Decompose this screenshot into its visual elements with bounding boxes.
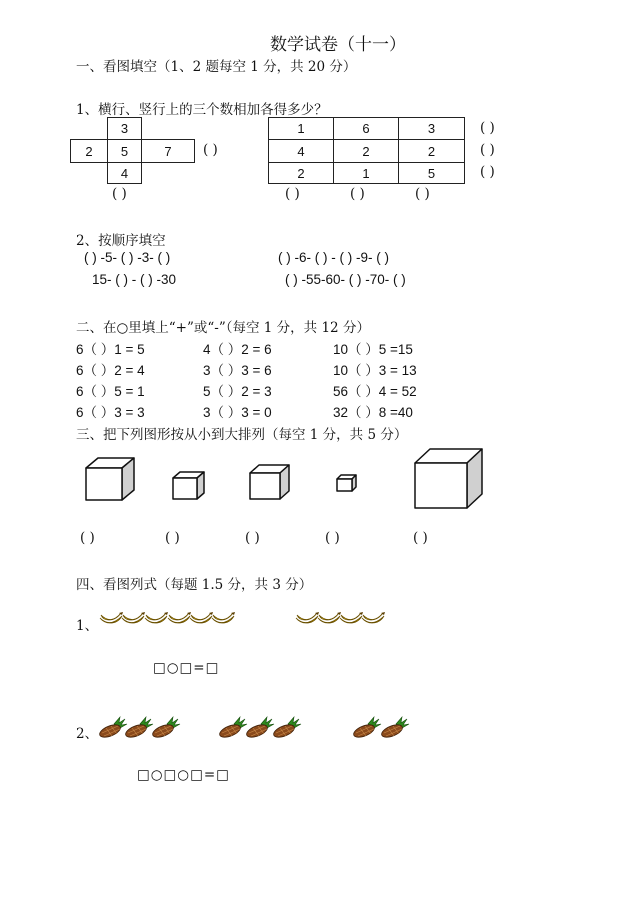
pineapple-group-1 [98, 717, 180, 740]
pineapple-icon [98, 717, 127, 740]
row-blank[interactable]: ( ) [480, 120, 495, 136]
equation[interactable]: 6（ ）3 = 3 [76, 405, 145, 420]
grid-cell: 1 [268, 117, 334, 140]
cross-bottom-cell: 4 [107, 162, 142, 184]
cross-col-blank[interactable]: ( ) [112, 186, 127, 202]
sequence-1a[interactable]: ( ) -5- ( ) -3- ( ) [84, 250, 171, 265]
grid-cell: 2 [398, 139, 465, 163]
order-blank[interactable]: ( ) [413, 530, 428, 546]
sequence-2b[interactable]: ( ) -55-60- ( ) -70- ( ) [285, 272, 406, 287]
row-blank[interactable]: ( ) [480, 164, 495, 180]
sequence-1b[interactable]: ( ) -6- ( ) - ( ) -9- ( ) [278, 250, 389, 265]
pineapple-icon [245, 717, 274, 740]
q2-formula[interactable]: □○□○□=□ [137, 767, 230, 783]
cross-row-blank[interactable]: ( ) [203, 142, 218, 158]
pineapple-icon [151, 717, 180, 740]
equation[interactable]: 5（ ）2 = 3 [203, 384, 272, 399]
grid-cell: 6 [333, 117, 399, 140]
section1-heading: 一、看图填空（1、2 题每空 1 分，共 20 分） [76, 59, 357, 75]
cross-left-cell: 2 [70, 139, 108, 163]
pineapple-group-2 [218, 717, 301, 740]
cross-center-cell: 5 [107, 139, 142, 163]
row-blank[interactable]: ( ) [480, 142, 495, 158]
cross-right-cell: 7 [141, 139, 195, 163]
col-blank[interactable]: ( ) [285, 186, 300, 202]
order-blank[interactable]: ( ) [165, 530, 180, 546]
equation[interactable]: 56（ ）4 = 52 [333, 384, 417, 399]
equation[interactable]: 6（ ）5 = 1 [76, 384, 145, 399]
equation[interactable]: 3（ ）3 = 0 [203, 405, 272, 420]
equation[interactable]: 10（ ）5 =15 [333, 342, 413, 357]
equation[interactable]: 3（ ）3 = 6 [203, 363, 272, 378]
pineapple-icon [272, 717, 301, 740]
grid-cell: 4 [268, 139, 334, 163]
q2-label: 2、按顺序填空 [76, 233, 166, 249]
q1-formula[interactable]: □○□=□ [153, 660, 220, 676]
grid-cell: 1 [333, 162, 399, 184]
cross-top-cell: 3 [107, 117, 142, 140]
q2-label-4: 2、 [76, 726, 99, 742]
grid-cell: 5 [398, 162, 465, 184]
order-blank[interactable]: ( ) [80, 530, 95, 546]
equation[interactable]: 10（ ）3 = 13 [333, 363, 417, 378]
q1-label: 1、横行、竖行上的三个数相加各得多少？ [76, 102, 328, 118]
grid-cell: 2 [268, 162, 334, 184]
page-title: 数学试卷（十一） [270, 35, 406, 55]
equation[interactable]: 6（ ）2 = 4 [76, 363, 145, 378]
q1-label-4: 1、 [76, 618, 99, 634]
pineapple-icon [218, 717, 247, 740]
pineapple-icon [352, 717, 381, 740]
equation[interactable]: 6（ ）1 = 5 [76, 342, 145, 357]
col-blank[interactable]: ( ) [415, 186, 430, 202]
col-blank[interactable]: ( ) [350, 186, 365, 202]
order-blank[interactable]: ( ) [245, 530, 260, 546]
grid-cell: 3 [398, 117, 465, 140]
pineapple-icon [124, 717, 153, 740]
section2-heading: 二、在○里填上“+”或“-”（每空 1 分，共 12 分） [76, 320, 370, 336]
pineapple-group-3 [352, 717, 409, 740]
sequence-2a[interactable]: 15- ( ) - ( ) -30 [92, 272, 177, 287]
section4-heading: 四、看图列式（每题 1.5 分，共 3 分） [76, 577, 313, 593]
section3-heading: 三、把下列图形按从小到大排列（每空 1 分，共 5 分） [76, 427, 408, 443]
equation[interactable]: 32（ ）8 =40 [333, 405, 413, 420]
order-blank[interactable]: ( ) [325, 530, 340, 546]
pineapple-icon [380, 717, 409, 740]
equation[interactable]: 4（ ）2 = 6 [203, 342, 272, 357]
grid-cell: 2 [333, 139, 399, 163]
